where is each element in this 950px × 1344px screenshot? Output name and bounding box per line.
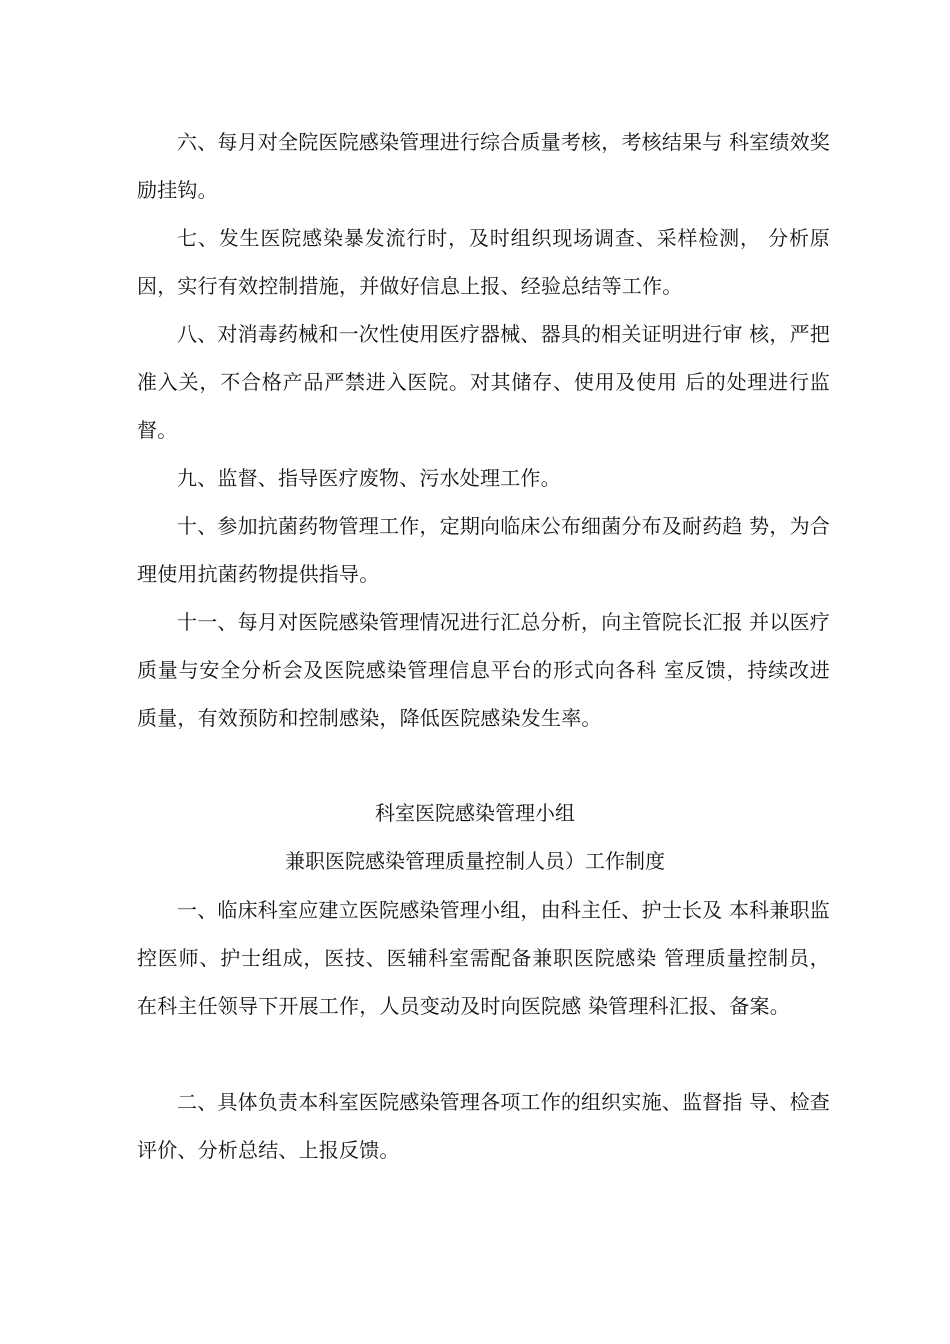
paragraph-item-9: 九、监督、指导医疗废物、污水处理工作。	[177, 466, 561, 490]
paragraph-item-11: 十一、每月对医院感染管理情况进行汇总分析，向主管院长汇报 并以医疗质量与安全分析会及医院感染管理信息平台的形式向各科 室反馈，持续改进质量，有效预防和控制感染，降低医院感染发生率。	[137, 610, 830, 730]
paragraph-item-1: 一、临床科室应建立医院感染管理小组，由科主任、护士长及 本科兼职监控医师、护士组成，医技、医辅科室需配备兼职医院感染 管理质量控制员，在科主任领导下开展工作，人员变动及时向医院感 染管理科汇报、备案。	[137, 898, 830, 1018]
paragraph-item-7: 七、发生医院感染暴发流行时，及时组织现场调查、采样检测， 分析原因，实行有效控制措施，并做好信息上报、经验总结等工作。	[137, 226, 830, 298]
section-title-line2: 兼职医院感染管理质量控制人员）工作制度	[285, 849, 665, 873]
paragraph-item-6: 六、每月对全院医院感染管理进行综合质量考核，考核结果与 科室绩效奖励挂钩。	[137, 130, 830, 202]
paragraph-item-2: 二、具体负责本科室医院感染管理各项工作的组织实施、监督指 导、检查评价、分析总结、上报反馈。	[137, 1090, 830, 1162]
section-title-line1: 科室医院感染管理小组	[375, 801, 575, 825]
paragraph-item-10: 十、参加抗菌药物管理工作，定期向临床公布细菌分布及耐药趋 势，为合理使用抗菌药物提供指导。	[137, 514, 830, 586]
paragraph-item-8: 八、对消毒药械和一次性使用医疗器械、器具的相关证明进行审 核，严把准入关，不合格产品严禁进入医院。对其储存、使用及使用 后的处理进行监督。	[137, 322, 830, 442]
